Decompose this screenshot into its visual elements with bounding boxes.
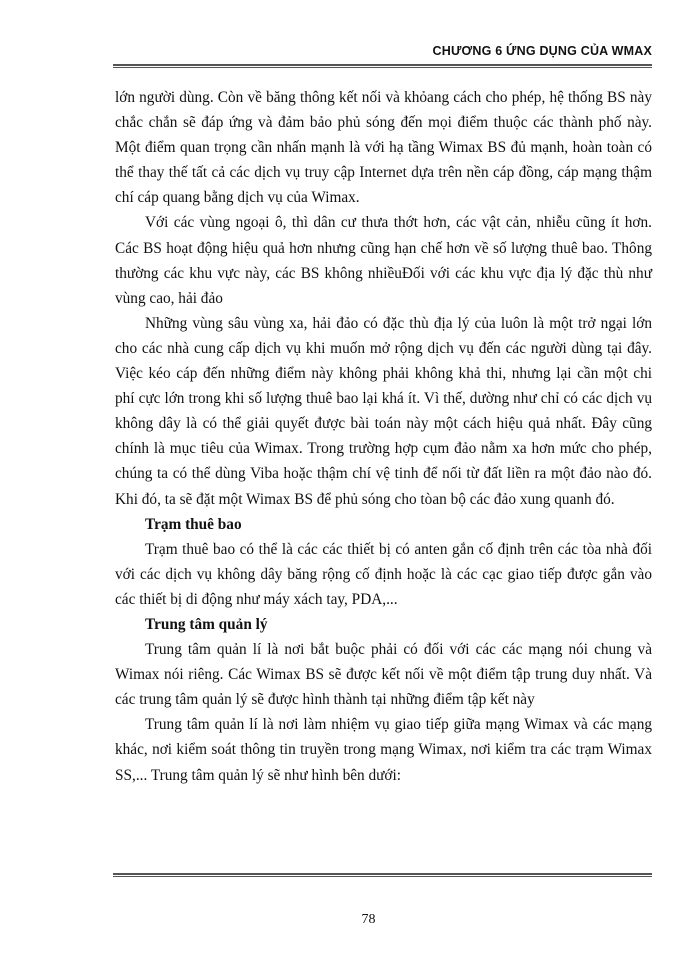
chapter-header: CHƯƠNG 6 ỨNG DỤNG CỦA WMAX xyxy=(432,44,652,58)
paragraph-line: cho các nhà cung cấp dịch vụ khi muốn mở rộng dịch vụ đến các người dùng tại đây. xyxy=(115,339,652,357)
paragraph-line: thường các khu vực này, các BS không nhiềuĐối với các khu vực địa lý đặc thù như xyxy=(115,264,652,282)
paragraph-line: với các dịch vụ không dây băng rộng cố định hoặc là các cạc giao tiếp được gắn vào xyxy=(115,565,652,583)
paragraph-line: chắc chắn sẽ đáp ứng và đảm bảo phủ sóng đến mọi điểm thuộc các thành phố này. xyxy=(115,114,652,132)
paragraph-line: Wimax nói riêng. Các Wimax BS sẽ được kết nối về một điểm tập trung duy nhất. Và xyxy=(115,666,652,684)
paragraph-line: SS,... Trung tâm quản lý sẽ như hình bên dưới: xyxy=(115,766,402,784)
paragraph-line: thể thay thế tất cả các dịch vụ truy cập Internet dựa trên nền cáp đồng, cáp mạng thậm xyxy=(115,164,652,182)
document-body xyxy=(115,85,652,788)
paragraph-line: chúng ta có thể dùng Viba hoặc thậm chí vệ tinh để nối từ đất liền ra một đảo nào đó. xyxy=(115,465,652,483)
paragraph-line: Những vùng sâu vùng xa, hải đảo có đặc thù địa lý của luôn là một trở ngại lớn xyxy=(145,314,652,332)
paragraph-line: Trạm thuê bao có thể là các các thiết bị có anten gắn cố định trên các tòa nhà đối xyxy=(145,540,652,558)
paragraph-line: chí cáp quang bằng dịch vụ của Wimax. xyxy=(115,189,360,207)
paragraph-line: Việc kéo cáp đến những điểm này không phải không khả thi, nhưng lại cần một chi xyxy=(115,365,652,383)
paragraph-line: không dây là có thể giải quyết được bài toán này một cách hiệu quả nhất. Đây cũng xyxy=(115,415,652,433)
paragraph-line: các trung tâm quản lý sẽ được hình thành tại những điểm tập kết này xyxy=(115,691,535,709)
footer-rule xyxy=(113,873,652,877)
paragraph-line: các thiết bị di động như máy xách tay, PDA,... xyxy=(115,590,398,608)
paragraph-line: khác, nơi kiểm soát thông tin truyền trong mạng Wimax, nơi kiểm tra các trạm Wimax xyxy=(115,741,652,759)
paragraph-line: Với các vùng ngoại ô, thì dân cư thưa thớt hơn, các vật cản, nhiễu cũng ít hơn. xyxy=(145,214,652,232)
paragraph-line: lớn người dùng. Còn về băng thông kết nối và khỏang cách cho phép, hệ thống BS này xyxy=(115,89,652,106)
paragraph-line: vùng cao, hải đảo xyxy=(115,289,223,307)
paragraph-line: Một điểm quan trọng cần nhấn mạnh là với hạ tầng Wimax BS đủ mạnh, hoàn toàn có xyxy=(115,139,652,157)
paragraph-line: phí cực lớn trong khi số lượng thuê bao lại khá ít. Vì thế, dường như chỉ có các dịch vụ xyxy=(115,390,652,408)
paragraph-line: Trung tâm quản lí là nơi bắt buộc phải có đối với các các mạng nói chung và xyxy=(145,641,652,659)
paragraph-line: Khi đó, ta sẽ đặt một Wimax BS để phủ sóng cho tòan bộ các đảo xung quanh đó. xyxy=(115,490,615,508)
section-heading: Trung tâm quản lý xyxy=(145,615,268,633)
page-number: 78 xyxy=(361,912,376,927)
paragraph-line: Các BS hoạt động hiệu quả hơn nhưng cũng hạn chế hơn về số lượng thuê bao. Thông xyxy=(115,239,652,257)
paragraph-line: Trung tâm quản lí là nơi làm nhiệm vụ giao tiếp giữa mạng Wimax và các mạng xyxy=(145,716,652,734)
paragraph-line: chính là mục tiêu của Wimax. Trong trường hợp cụm đảo nằm xa hơn mức cho phép, xyxy=(115,440,652,458)
header-rule xyxy=(113,64,652,68)
section-heading: Trạm thuê bao xyxy=(145,515,242,533)
